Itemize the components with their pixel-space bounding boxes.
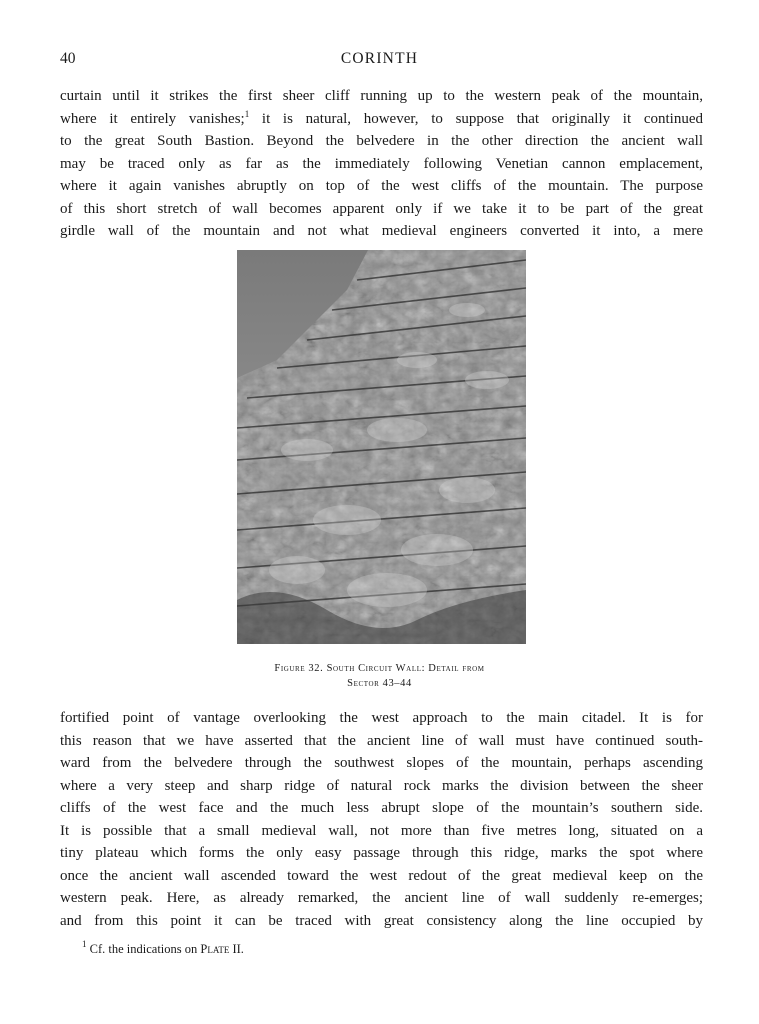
paragraph-bottom [60,707,703,932]
text-line: this reason that we have asserted that the ancient line of wall must have continued south- [60,732,703,749]
stone-wall-photo [237,250,526,644]
text-line: fortified point of vantage overlooking the west approach to the main citadel. It is for [60,710,703,726]
text-line: once the ancient wall ascended toward the west redout of the great medieval keep on the [60,867,703,884]
figure-photograph [237,250,526,644]
footnote-plate-reference: Plate II. [200,942,244,956]
text-segment: where it entirely vanishes; [60,110,245,127]
page-number: 40 [60,50,76,67]
footnote [82,939,244,957]
text-line: where a very steep and sharp ridge of natural rock marks the division between the sheer [60,777,703,794]
text-line: and from this point it can be traced with great consistency along the line occupied by [60,912,703,929]
text-line: western peak. Here, as already remarked, the ancient line of wall suddenly re-emerges; [60,890,703,906]
text-line: curtain until it strikes the first sheer cliff running up to the western peak of the mountain, [60,88,703,104]
paragraph-top [60,85,703,243]
footnote-reference: 1 [244,108,250,119]
footnote-text: Cf. the indications on [89,942,198,956]
text-line: cliffs of the west face and the much less abrupt slope of the mountain’s southern side. [60,800,703,816]
caption-line: Figure 32. South Circuit Wall: Detail from [274,663,485,674]
text-line-with-footnote [60,108,703,131]
figure-caption [0,661,759,691]
text-line: may be traced only as far as the immediately following Venetian cannon emplacement, [60,155,703,172]
caption-line: Sector 43–44 [347,678,412,689]
running-head: CORINTH [340,50,419,67]
text-line: tiny plateau which forms the only easy passage through this ridge, marks the spot where [60,845,703,861]
text-line: girdle wall of the mountain and not what medieval engineers converted it into, a mere [60,223,703,239]
text-line: of this short stretch of wall becomes apparent only if we take it to be part of the great [60,200,703,217]
footnote-marker: 1 [82,939,87,949]
text-line: ward from the belvedere through the southwest slopes of the mountain, perhaps ascending [60,755,703,771]
text-line: to the great South Bastion. Beyond the belvedere in the other direction the ancient wall [60,133,703,149]
text-segment: it is natural, however, to suppose that originally it continued [261,110,703,127]
text-line: It is possible that a small medieval wall, not more than five metres long, situated on a [60,822,703,839]
text-line: where it again vanishes abruptly on top of the west cliffs of the mountain. The purpose [60,178,703,194]
